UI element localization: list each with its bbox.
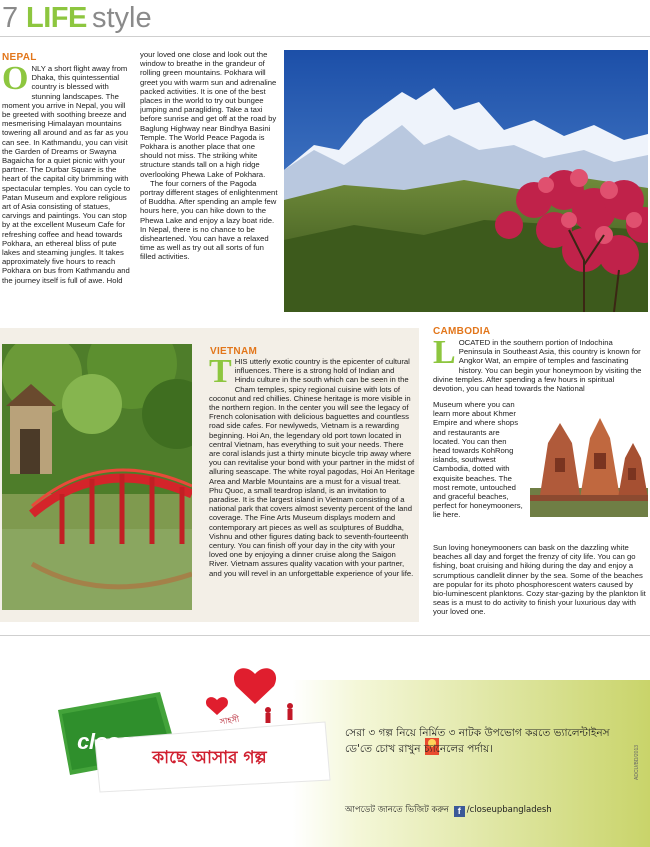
nepal-title: NEPAL	[2, 52, 37, 63]
nepal-column-1	[2, 64, 134, 316]
vietnam-body	[209, 357, 415, 613]
ad-tagline-small: সাহসী	[219, 714, 240, 727]
ad-announcement	[345, 725, 645, 757]
nepal-himalaya-photo	[284, 50, 648, 312]
ad-facebook-line[interactable]	[345, 803, 552, 817]
section-logo-style: style	[92, 2, 152, 34]
ad-facebook-link[interactable]: /closeupbangladesh	[466, 805, 552, 815]
page-number: 7	[2, 2, 19, 34]
nepal-paragraph-2: The four corners of the Pagoda portray different stages of enlightenment of Buddha. After spending an ample few hours here, you can hike down to the Phewa Lake and enjoy a lazy boat ride. In Nepal, there is no chance to be disheartened. You can have a relaxed time as well as try out all sorts of fun filled activities.	[140, 178, 278, 262]
nepal-body-1: NLY a short flight away from Dhaka, this quintessential country is blessed with stunning landscapes. The moment you arrive in Nepal, you will be greeted with soothing breeze and mesmerising Himalayan mountains towering all around and as far as you can see. In Kathmandu, you can visit the Garden of Dreams or Swayna Bagaicha for a quiet picnic with your partner. The Durbar Square is the heart of the capital city brimming with spectacular temples. You can cycle to Patan Museum and explore religious art of Asia consisting of statues, carvings and paintings. You can stop by at the excellent Museum Cafe for refreshing coffee and head towards Pokhara, an ethereal bliss of pute lakes and steaming jungles. It takes approximately five hours to reach Pokhara on bus from Kathmandu and the journey itself is full of awe. Hold	[2, 64, 131, 285]
cambodia-title: CAMBODIA	[433, 326, 491, 337]
nepal-paragraph-1: your loved one close and look out the window to breathe in the grandeur of rolling green mountains. Pokhara will greet you with warm sun and adrenaline packed activities. It is one of the best places in the world to try out bungee jumping and paragliding. Take a taxi before sunrise and get off at the road by Baglung Highway near Bindhya Basini Temple. The World Peace Pagoda is Pokhara is another place that one should not miss. The striking white structure stands tall on a high ridge overlooking Phewa Lake of Pokhara.	[140, 50, 277, 179]
closeup-advertisement	[0, 640, 650, 847]
cambodia-body-text-1: OCATED in the southern portion of Indochina Peninsula in Southeast Asia, this country is known for Angkor Wat, an empire of temples and fascinating history. You can begin your honeymoon by visiting the divine temples. After spending a few hours in spiritual devotion, you can head towards the National	[433, 338, 642, 394]
vietnam-title: VIETNAM	[210, 346, 258, 357]
ad-divider	[0, 635, 650, 636]
ad-announcement-line-2: ডে'তে চোখ রাখুন চ্যানেলের পর্দায়।	[345, 743, 493, 755]
nepal-column-2	[140, 50, 278, 316]
ad-announcement-line-1: সেরা ৩ গল্প নিয়ে নির্মিত ৩ নাটক উপভোগ করতে ভ্যালেন্টাইনস	[345, 727, 610, 739]
facebook-icon: f	[454, 806, 465, 817]
vietnam-dropcap: T	[209, 357, 232, 390]
nepal-dropcap: O	[2, 64, 29, 97]
ad-footer-label: আপডেট জানতে ভিজিট করুন	[345, 805, 450, 815]
closeup-logo: closeup	[77, 729, 157, 754]
ad-campaign-title: কাছে আসার গল্প	[152, 748, 267, 768]
section-logo-life: LIFE	[26, 2, 87, 34]
ad-code: ADCU/BD/2013	[634, 744, 640, 780]
cambodia-temple-photo	[530, 403, 648, 517]
cambodia-dropcap: L	[433, 338, 456, 371]
cambodia-body-middle: Museum where you can learn more about Khmer Empire and where shops and restaurants are located. You can then head towards KohRong islands, southwest Cambodia, dotted with exquisite beaches. The most remote, untouched and graceful beaches, perfect for honeymooners, lie here.	[433, 400, 523, 520]
cambodia-body-bottom: Sun loving honeymooners can bask on the dazzling white beaches all day and forget the frenzy of city life. You can go fishing, boat cruising and hiking during the day and enjoy a scrumptious candlelit dinner by the sea. Some of the beaches are popular for its photo phosphorescent waters caused by bio-luminescent planktons. Cozy star-gazing by the plankton lit seas is a must to do activity to finish your luxurious day with your loved one.	[433, 543, 646, 617]
page-header	[0, 0, 650, 36]
vietnam-bridge-photo	[2, 344, 192, 610]
header-divider	[0, 36, 650, 37]
vietnam-body-text: HIS utterly exotic country is the epicenter of cultural influences. There is a strong hold of Indian and Hindu culture in the south which can be seen in the Cham temples, spicy regional cuisine with lots of coconut and red chillies. Chinese heritage is more visible in the northern region. In the center you will see the legacy of French colonisation with delicious baguettes and countless road side cafes. For newlyweds, Vietnam is a rewarding beginning. Hoi An, the legendary old port town located in central Vietnam, has everything to suit your needs. There are coral islands just a thirty minute bicycle trip away where you can revitalise your bond with your partner in the midst of alluring seascape. The white royal pagodas, Hoi An Heritage Area and Marble Mountains are a must for a visual treat. Phu Quoc, a small teardrop island, is an invitation to paradise. It is the largest island in Vietnam consisting of a national park that covers almost seventy percent of the land coverage. The Fine Arts Museum displays modern and contemporary art pieces as well as sculptures of Buddha, Vishnu and other figures dating back to seventh-fourteenth century. You can finish off your day in the city with your loved one by enjoying a dinner cruise along the Saigon River. Vietnam assures quality vacation with your partner, and you will revel in an unforgettable experience of your life.	[209, 357, 415, 578]
